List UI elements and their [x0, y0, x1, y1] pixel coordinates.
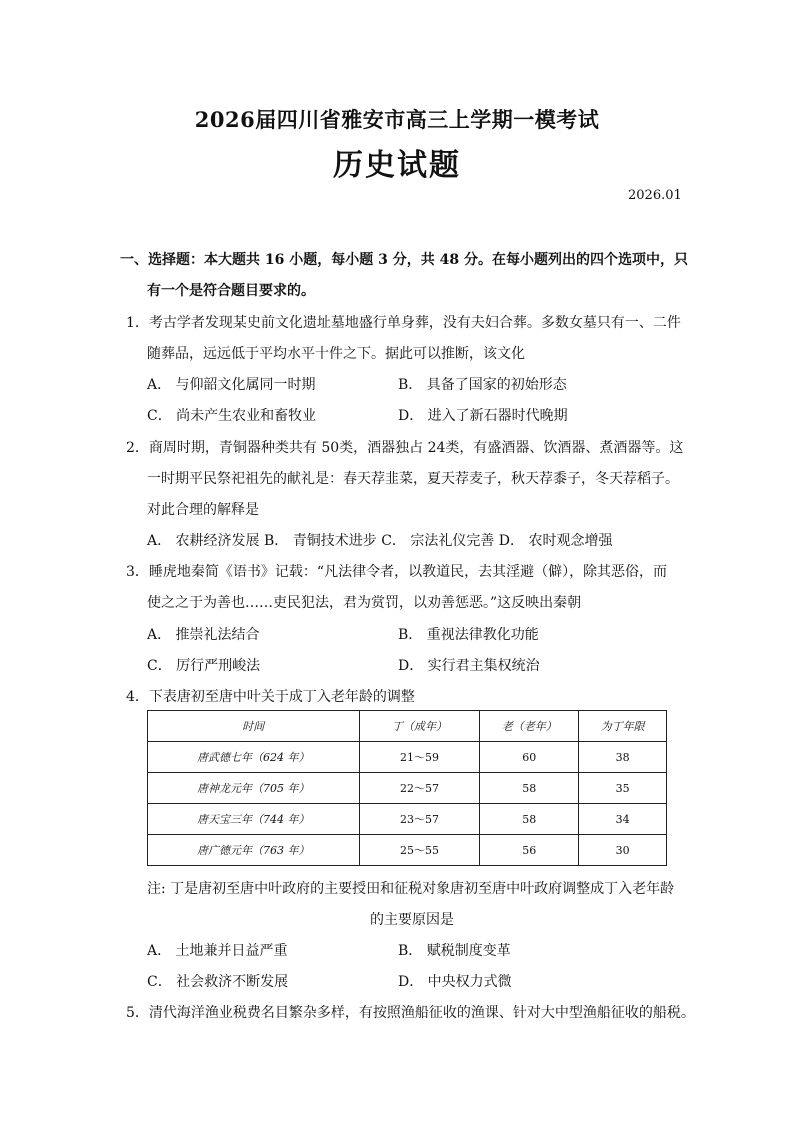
q4-option-d: D． 中央权力式微: [398, 974, 512, 990]
q2-stem-line3: 对此合理的解释是: [147, 502, 259, 518]
q2-stem-line2: 一时期平民祭祀祖先的献礼是：春天荐韭菜，夏天荐麦子，秋天荐黍子，冬天荐稻子。: [147, 471, 679, 487]
table-cell: 22～57: [359, 773, 480, 804]
section-instruction-line2: 有一个是符合题目要求的。: [147, 283, 315, 299]
q1-stem-line2: 随葬品，远远低于平均水平十件之下。据此可以推断，该文化: [147, 346, 525, 362]
q1-option-d: D． 进入了新石器时代晚期: [398, 408, 568, 424]
table-row: [148, 773, 667, 804]
table-row: [148, 742, 667, 773]
q1-stem-line1: 1．考古学者发现某史前文化遗址墓地盛行单身葬，没有夫妇合葬。多数女墓只有一、二件: [126, 315, 681, 331]
age-adjustment-table: [147, 710, 667, 866]
table-cell: 35: [579, 773, 667, 804]
table-cell: 58: [480, 773, 579, 804]
table-cell: 21～59: [359, 742, 480, 773]
q3-option-b: B． 重视法律教化功能: [398, 627, 539, 643]
table-header-cell: 丁（成年）: [359, 711, 480, 742]
table-cell: 23～57: [359, 804, 480, 835]
table-header-cell: 老（老年）: [480, 711, 579, 742]
table-cell: 唐神龙元年（705 年）: [148, 773, 360, 804]
q4-option-c: C． 社会救济不断发展: [147, 974, 289, 990]
q1-option-b: B． 具备了国家的初始形态: [398, 377, 567, 393]
table-cell: 唐广德元年（763 年）: [148, 835, 360, 866]
q1-option-a: A． 与仰韶文化属同一时期: [147, 377, 316, 393]
table-cell: 25～55: [359, 835, 480, 866]
table-row: [148, 835, 667, 866]
table-cell: 58: [480, 804, 579, 835]
q2-stem-line1: 2．商周时期，青铜器种类共有 50类，酒器独占 24类，有盛酒器、饮酒器、煮酒器等。这: [126, 440, 684, 456]
table-cell: 唐天宝三年（744 年）: [148, 804, 360, 835]
table-cell: 30: [579, 835, 667, 866]
q3-option-a: A． 推崇礼法结合: [147, 627, 260, 643]
q1-option-c: C． 尚未产生农业和畜牧业: [147, 408, 317, 424]
q4-option-b: B． 赋税制度变革: [398, 943, 511, 959]
q4-stem: 4．下表唐初至唐中叶关于成丁入老年龄的调整: [126, 689, 415, 705]
section-instruction-line1: 一、选择题：本大题共 16 小题，每小题 3 分，共 48 分。在每小题列出的四个选项中，只: [120, 252, 688, 268]
q4-note-line1: 注: 丁是唐初至唐中叶政府的主要授田和征税对象唐初至唐中叶政府调整成丁入老年龄: [147, 881, 675, 897]
q3-stem-line1: 3．睡虎地秦简《语书》记载：“凡法律令者，以教道民，去其淫避（僻），除其恶俗，而: [126, 564, 668, 580]
page-subtitle: 历史试题: [333, 148, 461, 183]
q4-note-line2: 的主要原因是: [370, 912, 454, 928]
table-cell: 34: [579, 804, 667, 835]
table-header-cell: 时间: [148, 711, 360, 742]
exam-date: 2026.01: [628, 188, 682, 203]
page-title: 2026届四川省雅安市高三上学期一模考试: [194, 107, 600, 132]
q4-option-a: A． 土地兼并日益严重: [147, 943, 288, 959]
q3-stem-line2: 使之之于为善也……吏民犯法，君为赏罚，以劝善惩恶。”这反映出秦朝: [147, 595, 582, 611]
q3-option-c: C． 厉行严刑峻法: [147, 658, 261, 674]
table-row: [148, 804, 667, 835]
table-cell: 唐武德七年（624 年）: [148, 742, 360, 773]
table-header-row: [148, 711, 667, 742]
q5-stem-line1: 5．清代海洋渔业税费名目繁杂多样，有按照渔船征收的渔课、针对大中型渔船征收的船税。: [126, 1005, 695, 1021]
q2-options: A． 农耕经济发展 B． 青铜技术进步 C． 宗法礼仪完善 D． 农时观念增强: [147, 533, 613, 549]
table-header-cell: 为丁年限: [579, 711, 667, 742]
q3-option-d: D． 实行君主集权统治: [398, 658, 540, 674]
table-cell: 56: [480, 835, 579, 866]
table-cell: 60: [480, 742, 579, 773]
table-cell: 38: [579, 742, 667, 773]
